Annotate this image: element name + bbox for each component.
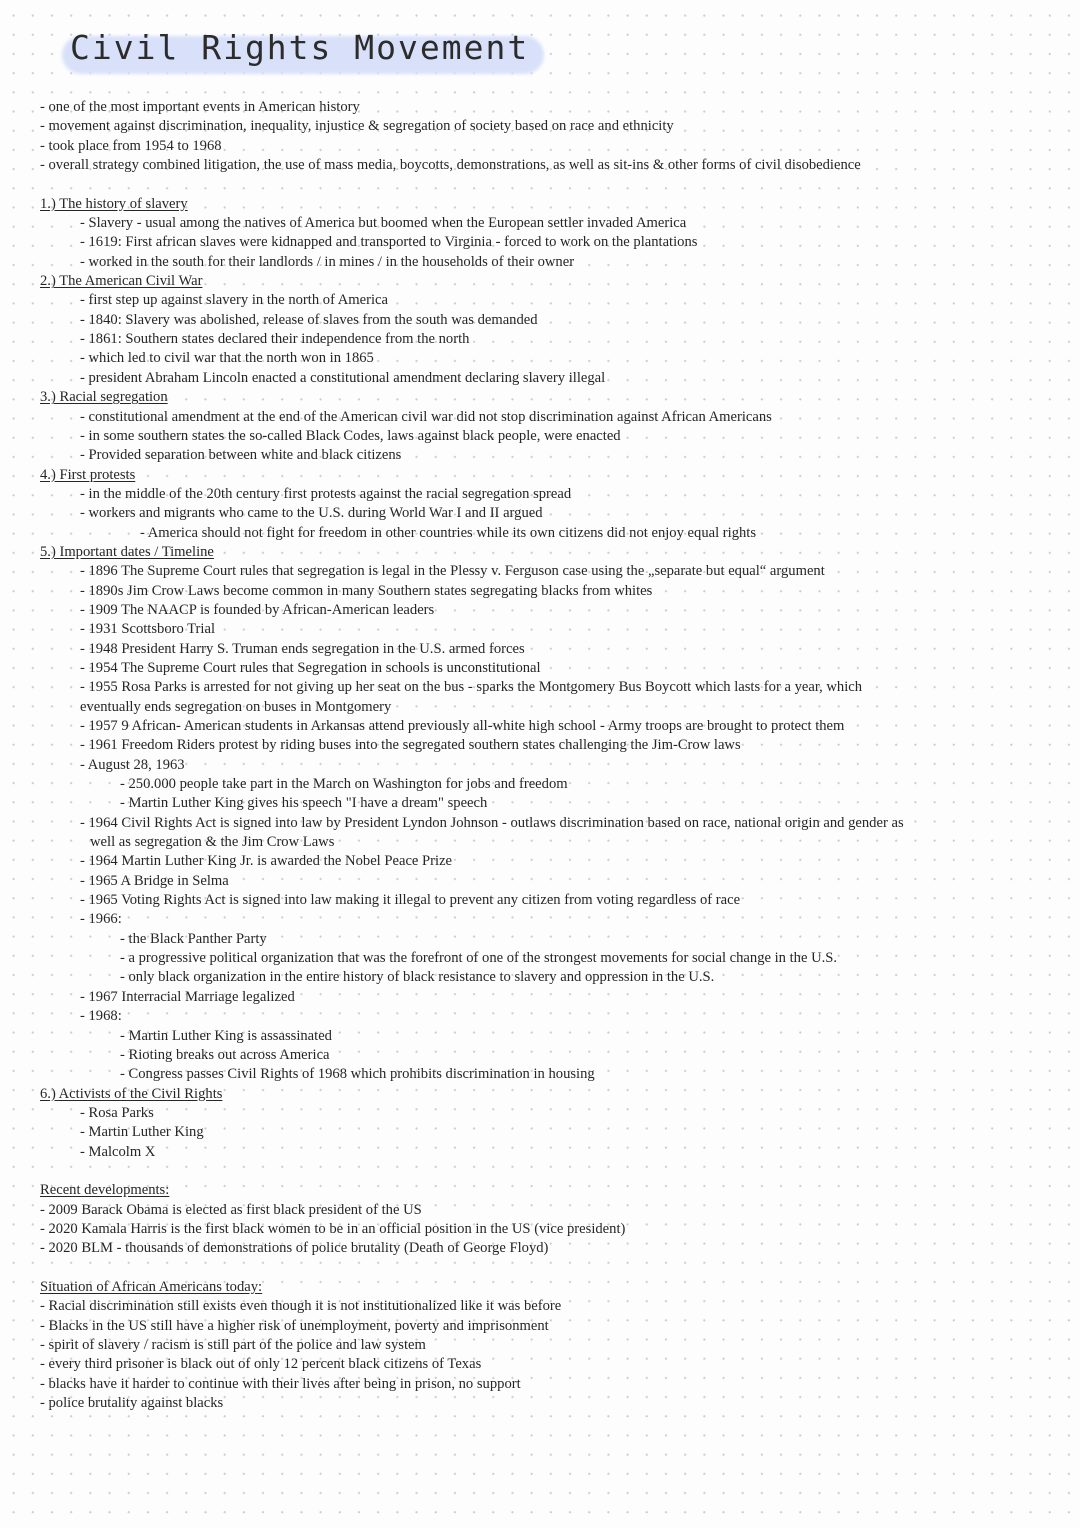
- section-heading-timeline: 5.) Important dates / Timeline: [40, 543, 214, 560]
- list-item: - 2020 Kamala Harris is the first black women to be in an official position in the US (vice president): [40, 1220, 626, 1237]
- section-heading-recent: Recent developments:: [40, 1182, 170, 1199]
- timeline-item: - 1964 Civil Rights Act is signed into law by President Lyndon Johnson - outlaws discrimination based on race, national origin and gender as: [80, 814, 904, 831]
- list-item: - Malcolm X: [80, 1143, 156, 1160]
- timeline-item: - 1931 Scottsboro Trial: [80, 621, 216, 638]
- list-subitem: - America should not fight for freedom in other countries while its own citizens did not enjoy equal rights: [140, 524, 757, 541]
- list-item: - constitutional amendment at the end of the American civil war did not stop discrimination against African Americans: [80, 408, 772, 425]
- section-heading-activists: 6.) Activists of the Civil Rights: [40, 1085, 223, 1102]
- timeline-item-continued: eventually ends segregation on buses in Montgomery: [80, 698, 392, 715]
- intro-line: - one of the most important events in American history: [40, 99, 360, 115]
- list-item: - every third prisoner is black out of only 12 percent black citizens of Texas: [40, 1356, 482, 1373]
- timeline-item: - 1957 9 African- American students in Arkansas attend previously all-white high school - Army troops are brought to protect them: [80, 718, 845, 734]
- list-item: - workers and migrants who came to the U.S. during World War I and II argued: [80, 505, 543, 522]
- timeline-item: - 1890s Jim Crow Laws become common in many Southern states segregating blacks from whites: [80, 582, 653, 599]
- timeline-item: - 1966:: [80, 911, 122, 928]
- list-item: - 2009 Barack Obama is elected as first black president of the US: [40, 1201, 422, 1218]
- list-item: - in some southern states the so-called Black Codes, laws against black people, were enacted: [80, 427, 621, 444]
- list-item: - first step up against slavery in the north of America: [80, 292, 389, 309]
- timeline-item: - 1965 Voting Rights Act is signed into law making it illegal to prevent any citizen from voting regardless of race: [80, 892, 741, 909]
- timeline-subitem: - a progressive political organization that was the forefront of one of the strongest movements for social change in the U.S.: [120, 950, 838, 967]
- intro-line: - overall strategy combined litigation, the use of mass media, boycotts, demonstrations, as well as sit-ins & other forms of civil disobedience: [40, 157, 861, 174]
- timeline-subitem: - Rioting breaks out across America: [120, 1046, 330, 1063]
- list-item: - president Abraham Lincoln enacted a constitutional amendment declaring slavery illegal: [80, 369, 606, 386]
- timeline-item: - 1896 The Supreme Court rules that segregation is legal in the Plessy v. Ferguson case using the „separate but equal“ argument: [80, 563, 825, 580]
- list-item: - in the middle of the 20th century first protests against the racial segregation spread: [80, 485, 572, 502]
- notes-content: [40, 98, 1060, 1413]
- timeline-item: - 1961 Freedom Riders protest by riding buses into the segregated southern states challenging the Jim-Crow laws: [80, 737, 741, 754]
- timeline-subitem: - Martin Luther King is assassinated: [120, 1027, 332, 1044]
- list-item: - 1840: Slavery was abolished, release of slaves from the south was demanded: [80, 311, 538, 328]
- timeline-item: - 1964 Martin Luther King Jr. is awarded the Nobel Peace Prize: [80, 853, 453, 870]
- page-title: Civil Rights Movement: [70, 28, 530, 67]
- list-item: - Provided separation between white and black citizens: [80, 447, 402, 464]
- timeline-subitem: - the Black Panther Party: [120, 930, 267, 947]
- section-heading-segregation: 3.) Racial segregation: [40, 389, 168, 406]
- timeline-item: - 1967 Interracial Marriage legalized: [80, 988, 295, 1005]
- section-heading-civil-war: 2.) The American Civil War: [40, 273, 203, 290]
- timeline-item: - 1965 A Bridge in Selma: [80, 872, 229, 889]
- title-block: [56, 22, 552, 82]
- timeline-item: - 1954 The Supreme Court rules that Segregation in schools is unconstitutional: [80, 659, 541, 676]
- timeline-item: - 1909 The NAACP is founded by African-American leaders: [80, 601, 435, 618]
- timeline-subitem: - Martin Luther King gives his speech "I have a dream" speech: [120, 795, 488, 812]
- list-item: - blacks have it harder to continue with their lives after being in prison, no support: [40, 1375, 521, 1392]
- section-heading-protests: 4.) First protests: [40, 466, 136, 483]
- list-item: - worked in the south for their landlords / in mines / in the households of their owner: [80, 253, 575, 270]
- timeline-item: - 1948 President Harry S. Truman ends segregation in the U.S. armed forces: [80, 640, 525, 657]
- list-item: - Martin Luther King: [80, 1124, 204, 1141]
- timeline-item-continued: well as segregation & the Jim Crow Laws: [90, 834, 335, 851]
- section-heading-history: 1.) The history of slavery: [40, 195, 188, 212]
- intro-line: - took place from 1954 to 1968: [40, 137, 222, 154]
- list-item: - 1861: Southern states declared their independence from the north: [80, 331, 470, 348]
- timeline-item: - 1968:: [80, 1008, 122, 1025]
- timeline-subitem: - 250.000 people take part in the March on Washington for jobs and freedom: [120, 776, 568, 793]
- intro-line: - movement against discrimination, inequality, injustice & segregation of society based on race and ethnicity: [40, 118, 674, 135]
- timeline-subitem: - only black organization in the entire history of black resistance to slavery and oppression in the U.S.: [120, 969, 715, 986]
- list-item: - Blacks in the US still have a higher risk of unemployment, poverty and imprisonment: [40, 1317, 549, 1334]
- timeline-item: - 1955 Rosa Parks is arrested for not giving up her seat on the bus - sparks the Montgomery Bus Boycott which lasts for a year, which: [80, 679, 863, 696]
- list-item: - which led to civil war that the north won in 1865: [80, 350, 374, 367]
- section-heading-today: Situation of African Americans today:: [40, 1278, 263, 1295]
- list-item: - police brutality against blacks: [40, 1395, 224, 1412]
- timeline-item: - August 28, 1963: [80, 756, 185, 773]
- list-item: - 2020 BLM - thousands of demonstrations of police brutality (Death of George Floyd): [40, 1240, 549, 1257]
- list-item: - spirit of slavery / racism is still part of the police and law system: [40, 1337, 426, 1353]
- list-item: - Racial discrimination still exists even though it is not institutionalized like it was before: [40, 1298, 562, 1315]
- list-item: - 1619: First african slaves were kidnapped and transported to Virginia - forced to work on the plantations: [80, 234, 698, 251]
- list-item: - Slavery - usual among the natives of America but boomed when the European settler invaded America: [80, 215, 687, 232]
- list-item: - Rosa Parks: [80, 1104, 154, 1121]
- timeline-subitem: - Congress passes Civil Rights of 1968 which prohibits discrimination in housing: [120, 1066, 595, 1083]
